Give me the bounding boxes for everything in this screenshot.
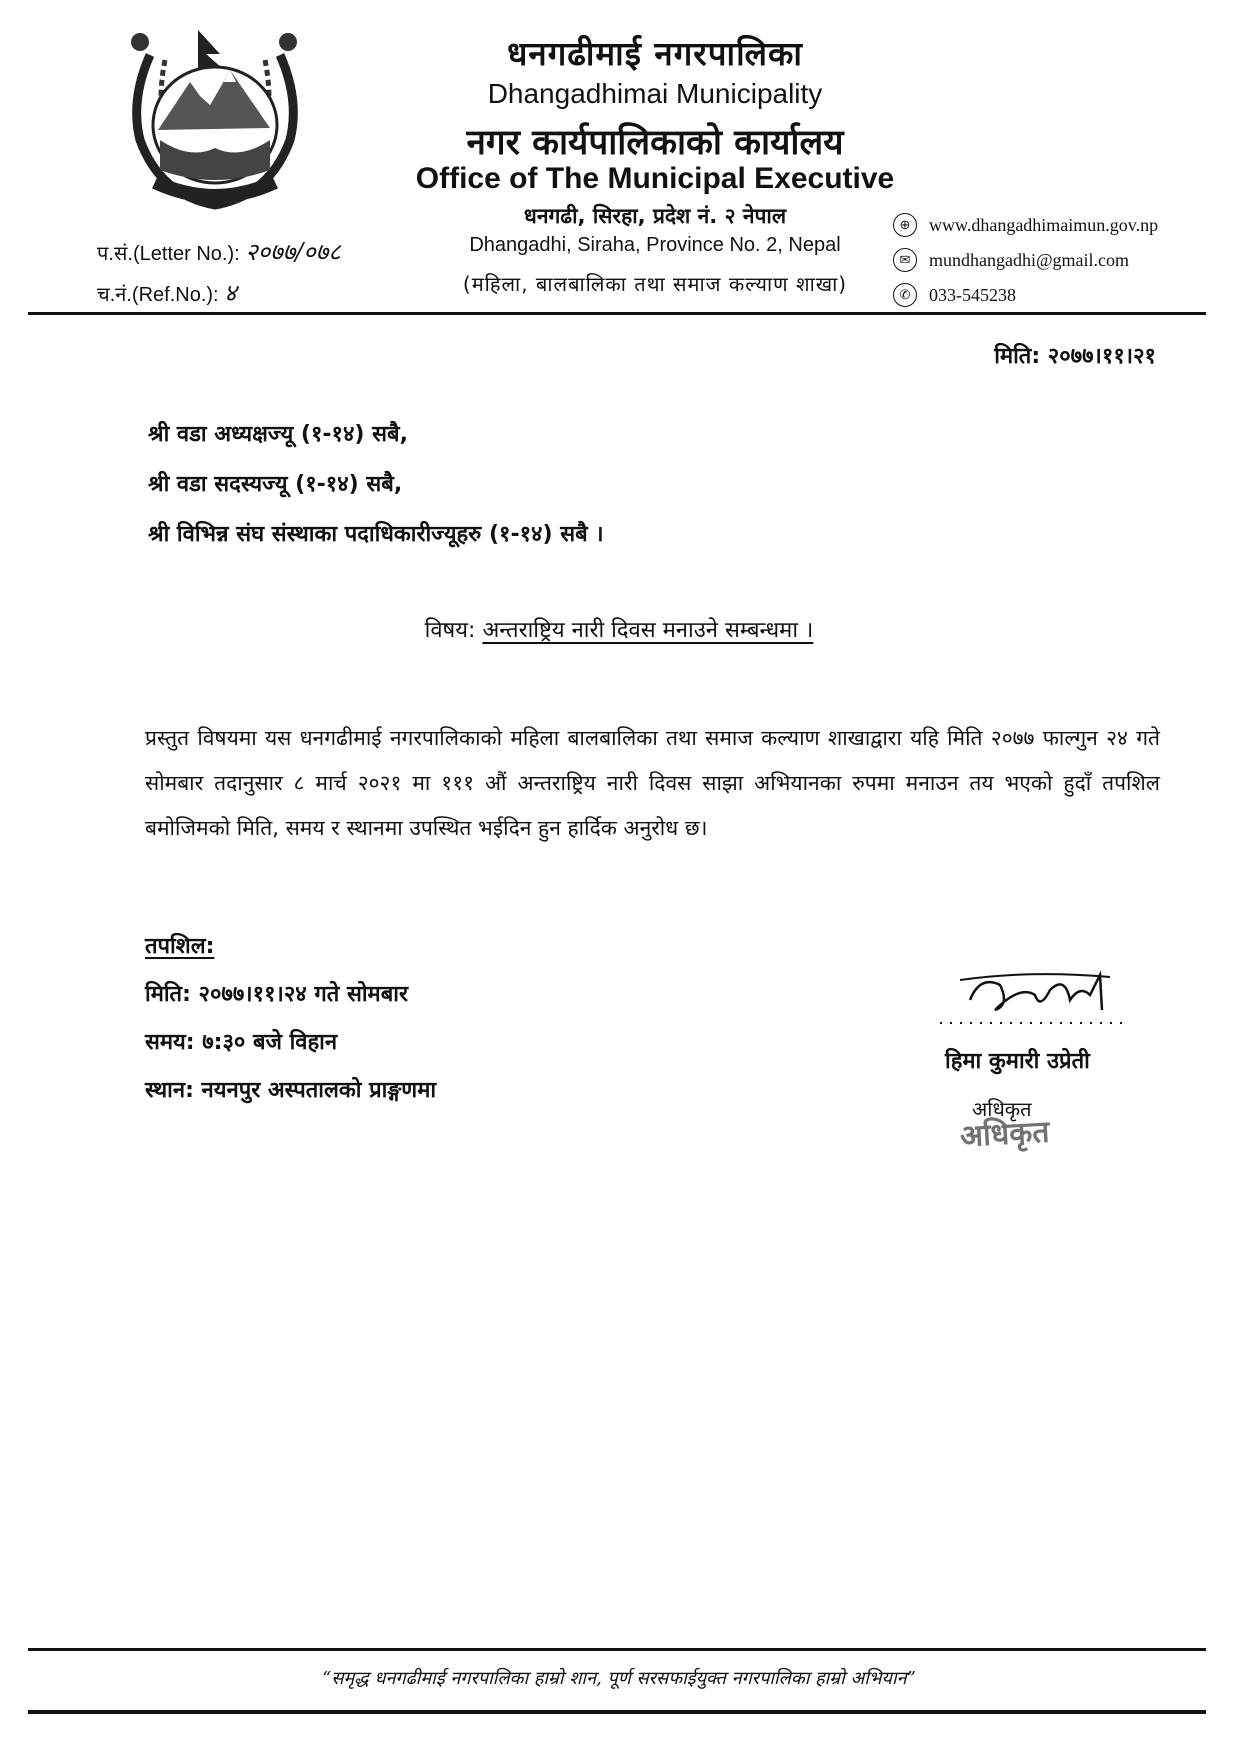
recipient-line: श्री वडा अध्यक्षज्यू (१-१४) सबै,: [148, 422, 408, 447]
footer-slogan: “समृद्ध धनगढीमाई नगरपालिका हाम्रो शान, पूर्ण सरसफाईयुक्त नगरपालिका हाम्रो अभियान”: [322, 1668, 916, 1689]
reference-number-value: ४: [224, 279, 237, 307]
letter-body: प्रस्तुत विषयमा यस धनगढीमाई नगरपालिकाको महिला बालबालिका तथा समाज कल्याण शाखाद्वारा यहि मिति २०७७ फाल्गुन २४ गते सोमबार तदानुसार ८ मार्च २०२१ मा १११ औं अन्तराष्ट्रिय नारी दिवस साझा अभियानका रुपमा मनाउन तय भएको हुदाँ तपशिल बमोजिमको मिति, समय र स्थानमा उपस्थित भईदिन हुन हार्दिक अनुरोध छ।: [145, 726, 1160, 840]
municipality-name-english: Dhangadhimai Municipality: [487, 78, 823, 109]
details-item: मिति: २०७७।११।२४ गते सोमबार: [145, 982, 408, 1007]
title-stamp: अधिकृत: [959, 1114, 1051, 1155]
subject-line: [0, 614, 1238, 644]
recipient-line: श्री वडा सदस्यज्यू (१-१४) सबै,: [148, 472, 403, 497]
footer-divider-top: [28, 1648, 1206, 1651]
office-name-nepali: नगर कार्यपालिकाको कार्यालय: [466, 123, 844, 163]
signatory-title: अधिकृत: [972, 1097, 1032, 1121]
mail-icon: ✉: [893, 248, 917, 272]
header-divider: [28, 312, 1206, 315]
subject-label: विषय:: [424, 618, 476, 643]
recipient-line: श्री विभिन्न संघ संस्थाका पदाधिकारीज्यूहरु (१-१४) सबै ।: [148, 522, 604, 547]
letter-number: [97, 235, 341, 268]
letter-number-label: प.सं.(Letter No.):: [97, 243, 240, 265]
contact-website: [893, 213, 1158, 237]
phone-icon: ✆: [893, 283, 917, 307]
contact-phone: [893, 283, 1016, 307]
reference-number: [97, 276, 237, 309]
coat-of-arms-emblem: [110, 20, 320, 215]
branch-name: (महिला, बालबालिका तथा समाज कल्याण शाखा): [462, 272, 848, 296]
website-text: www.dhangadhimaimun.gov.np: [929, 214, 1159, 235]
contact-email: [893, 248, 1129, 272]
office-name-english: Office of The Municipal Executive: [415, 162, 895, 195]
phone-text: 033-545238: [929, 284, 1016, 305]
footer-divider-bottom: [28, 1710, 1206, 1714]
letter-date: मिति: २०७७।११।२१: [994, 344, 1156, 369]
municipality-name-nepali: धनगढीमाई नगरपालिका: [507, 34, 803, 73]
reference-number-label: च.नं.(Ref.No.):: [97, 284, 219, 306]
globe-icon: ⊕: [893, 213, 917, 237]
address-english: Dhangadhi, Siraha, Province No. 2, Nepal: [469, 234, 841, 256]
details-item: समय: ७:३० बजे विहान: [145, 1030, 338, 1055]
handwritten-signature: [940, 955, 1140, 1035]
address-nepali: धनगढी, सिरहा, प्रदेश नं. २ नेपाल: [523, 204, 787, 228]
details-item: स्थान: नयनपुर अस्पतालको प्राङ्गणमा: [145, 1078, 437, 1103]
letter-number-value: २०७७/०७८: [245, 238, 341, 266]
signatory-name: हिमा कुमारी उप्रेती: [945, 1049, 1090, 1074]
details-heading: तपशिल:: [145, 934, 215, 959]
email-text: mundhangadhi@gmail.com: [929, 249, 1130, 270]
subject-text: अन्तराष्ट्रिय नारी दिवस मनाउने सम्बन्धमा ।: [482, 618, 814, 643]
